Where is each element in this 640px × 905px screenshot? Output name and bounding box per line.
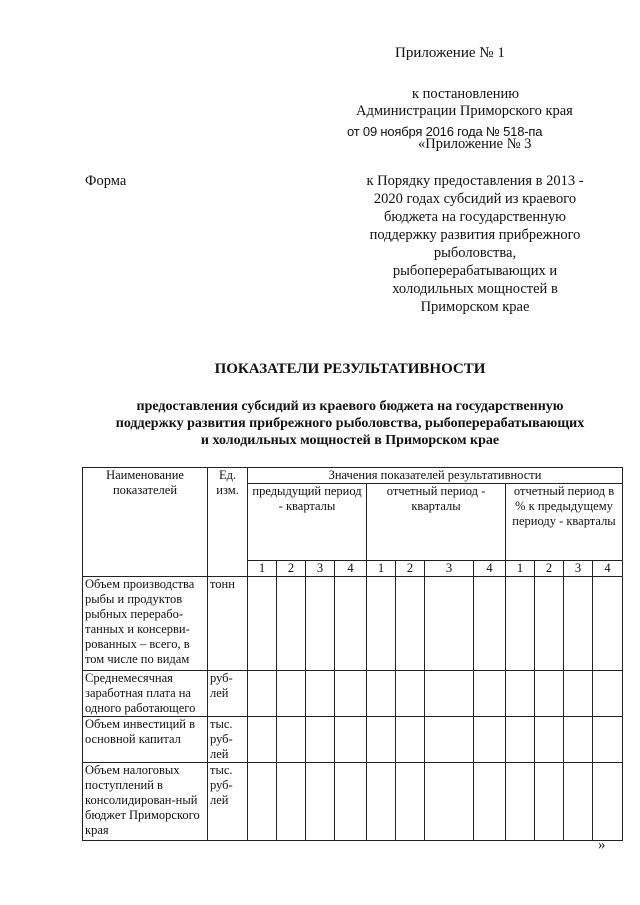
- order-line: рыбоперерабатывающих и: [392, 263, 558, 279]
- header-prev-period: предыдущий период - кварталы: [248, 484, 367, 561]
- closing-quote: »: [598, 837, 606, 853]
- quarter-number: 4: [335, 561, 367, 577]
- header-name: Наименование показателей: [83, 468, 208, 577]
- table-row: [83, 577, 623, 671]
- table-row: [83, 671, 623, 717]
- header-values: Значения показателей результативности: [248, 468, 623, 484]
- row-name: Среднемесячная заработная плата на одного работающего: [83, 671, 208, 717]
- row-name: Объем инвестиций в основной капитал: [83, 717, 208, 763]
- row-unit: тонн: [208, 577, 248, 671]
- order-line: бюджета на государственную: [384, 209, 566, 225]
- table-row: [83, 717, 623, 763]
- quarter-number: 2: [277, 561, 306, 577]
- order-line: холодильных мощностей в: [392, 281, 558, 297]
- row-unit: тыс. руб-лей: [208, 763, 248, 841]
- quarter-number: 4: [593, 561, 623, 577]
- subtitle-line: и холодильных мощностей в Приморском крае: [200, 433, 500, 448]
- form-label: Форма: [85, 173, 127, 189]
- subtitle-line: предоставления субсидий из краевого бюджета на государственную: [136, 399, 564, 414]
- document-subtitle: [82, 398, 618, 449]
- quarter-number: 3: [564, 561, 593, 577]
- row-name: Объем налоговых поступлений в консолидирован-ный бюджет Приморского края: [83, 763, 208, 841]
- quarter-number: 1: [367, 561, 396, 577]
- order-line: рыболовства,: [433, 245, 517, 261]
- quarter-number: 4: [474, 561, 506, 577]
- quarter-number: 3: [306, 561, 335, 577]
- quarter-number: 2: [535, 561, 564, 577]
- order-line: поддержку развития прибрежного: [369, 227, 581, 243]
- quarter-number: 1: [248, 561, 277, 577]
- document-title: ПОКАЗАТЕЛИ РЕЗУЛЬТАТИВНОСТИ: [214, 361, 486, 377]
- subtitle-line: поддержку развития прибрежного рыболовства, рыбоперерабатывающих: [115, 416, 585, 431]
- row-name: Объем производства рыбы и продуктов рыбных перерабо-танных и консерви-рованных – всего, в том числе по видам: [83, 577, 208, 671]
- table-row: [83, 763, 623, 841]
- header-percent: отчетный период в % к предыдущему периоду - кварталы: [506, 484, 623, 561]
- order-reference: [330, 172, 620, 316]
- row-unit: тыс. руб-лей: [208, 717, 248, 763]
- order-line: 2020 годах субсидий из краевого: [373, 191, 577, 207]
- quarter-number: 1: [506, 561, 535, 577]
- order-line: Приморском крае: [420, 299, 530, 315]
- indicators-table: [82, 467, 623, 841]
- quarter-number: 3: [425, 561, 474, 577]
- header-unit: Ед. изм.: [208, 468, 248, 577]
- quarter-number: 2: [396, 561, 425, 577]
- order-line: к Порядку предоставления в 2013 -: [366, 173, 584, 189]
- administration-label: Администрации Приморского края: [356, 103, 573, 119]
- appendix-3-label: «Приложение № 3: [418, 136, 532, 152]
- header-report-period: отчетный период - кварталы: [367, 484, 506, 561]
- row-unit: руб-лей: [208, 671, 248, 717]
- appendix-1-label: Приложение № 1: [395, 45, 505, 61]
- resolution-label: к постановлению: [412, 86, 520, 102]
- resolution-date-number: от 09 ноября 2016 года № 518-па: [347, 124, 543, 139]
